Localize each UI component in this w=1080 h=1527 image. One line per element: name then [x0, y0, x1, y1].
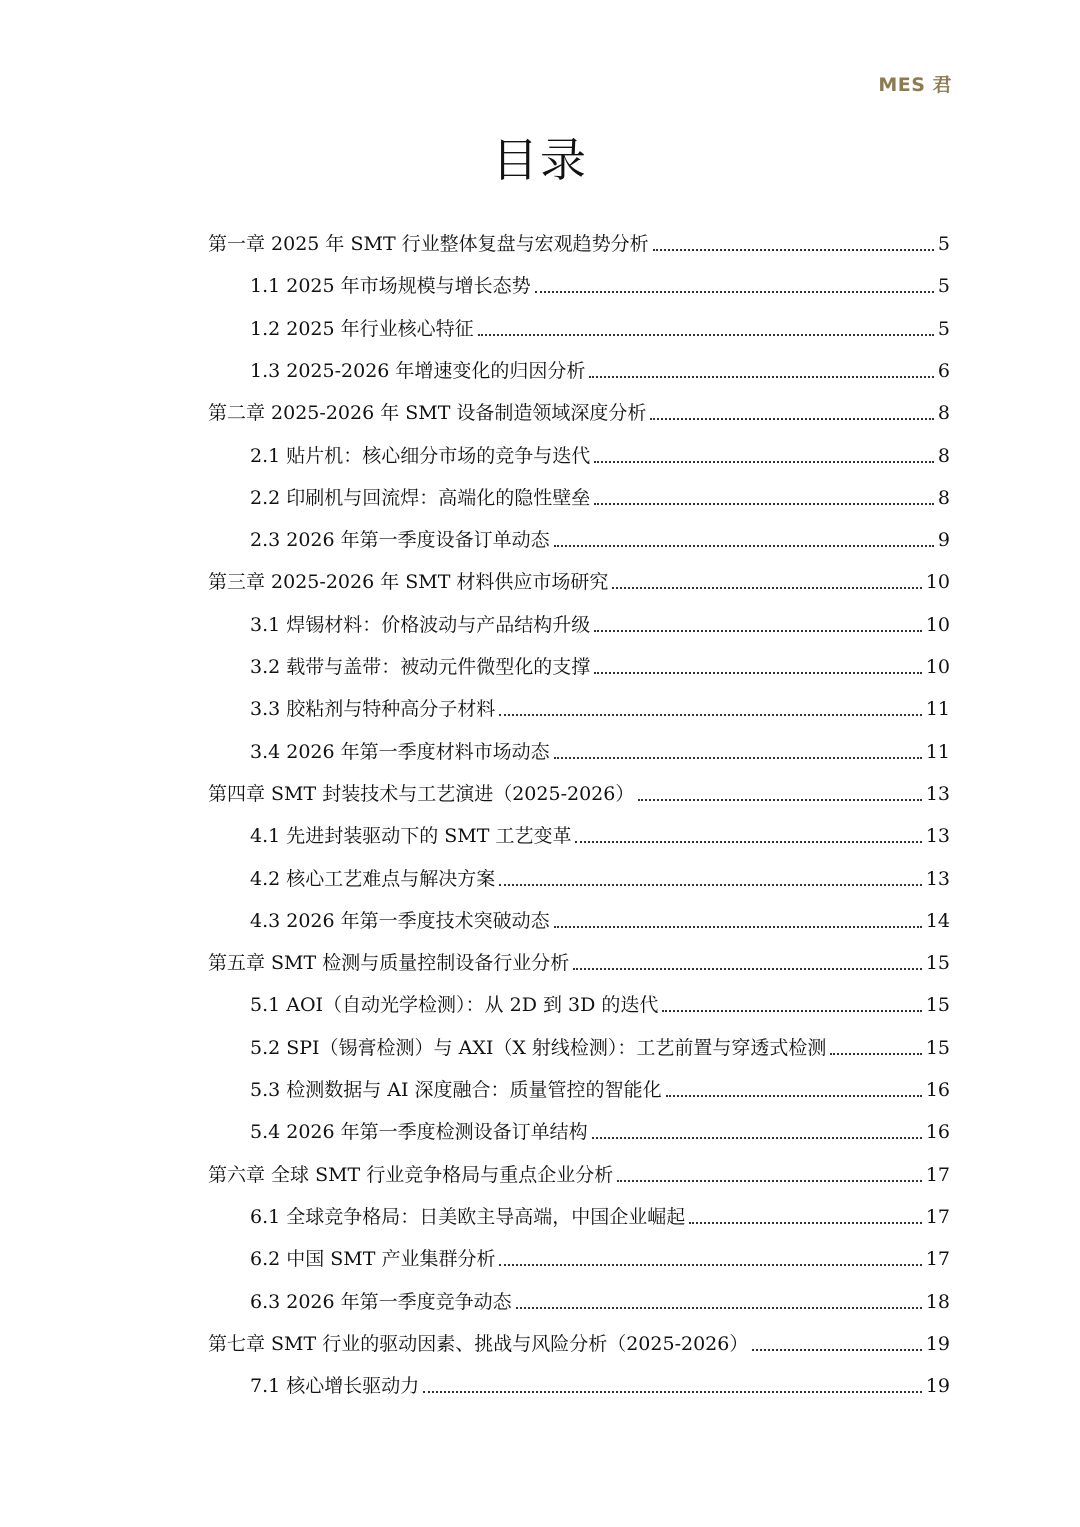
toc-dot-leader	[554, 757, 922, 759]
toc-page-number: 8	[937, 444, 950, 467]
toc-page-number: 8	[937, 402, 950, 425]
toc-page-number: 9	[937, 529, 950, 552]
toc-entry-title: 5.1 AOI（自动光学检测）：从 2D 到 3D 的迭代	[250, 994, 659, 1017]
toc-section-entry[interactable]	[250, 1231, 950, 1271]
toc-entry-title: 7.1 核心增长驱动力	[250, 1375, 420, 1398]
toc-entry-title: 4.1 先进封装驱动下的 SMT 工艺变革	[250, 825, 572, 848]
toc-entry-title: 2.1 贴片机：核心细分市场的竞争与迭代	[250, 444, 591, 467]
toc-page-number: 6	[937, 359, 950, 382]
toc-section-entry[interactable]	[250, 851, 950, 891]
toc-entry-title: 3.1 焊锡材料：价格波动与产品结构升级	[250, 613, 591, 636]
toc-chapter-entry[interactable]	[208, 216, 950, 256]
toc-page-number: 15	[925, 1036, 950, 1059]
toc-entry-title: 6.1 全球竞争格局：日美欧主导高端，中国企业崛起	[250, 1205, 686, 1228]
toc-entry-title: 第一章 2025 年 SMT 行业整体复盘与宏观趋势分析	[208, 233, 649, 255]
toc-dot-leader	[575, 841, 921, 843]
toc-page-number: 19	[925, 1332, 950, 1355]
toc-section-entry[interactable]	[250, 1104, 950, 1144]
toc-chapter-entry[interactable]	[208, 554, 950, 594]
toc-dot-leader	[666, 1095, 922, 1097]
toc-entry-title: 1.1 2025 年市场规模与增长态势	[250, 275, 531, 298]
toc-entry-title: 1.3 2025-2026 年增速变化的归因分析	[250, 359, 586, 382]
toc-dot-leader	[594, 630, 922, 632]
toc-section-entry[interactable]	[250, 681, 950, 721]
toc-dot-leader	[554, 545, 934, 547]
toc-page-number: 14	[925, 909, 950, 932]
toc-section-entry[interactable]	[250, 1358, 950, 1398]
toc-page-number: 13	[925, 782, 950, 805]
toc-section-entry[interactable]	[250, 1020, 950, 1060]
toc-dot-leader	[499, 714, 922, 716]
toc-entry-title: 第三章 2025-2026 年 SMT 材料供应市场研究	[208, 571, 609, 594]
toc-page-number: 10	[925, 571, 950, 594]
toc-entry-title: 第四章 SMT 封装技术与工艺演进（2025-2026）	[208, 782, 635, 805]
toc-dot-leader	[594, 461, 934, 463]
toc-entry-title: 3.2 载带与盖带：被动元件微型化的支撑	[250, 656, 591, 678]
toc-entry-title: 6.2 中国 SMT 产业集群分析	[250, 1248, 496, 1271]
toc-entry-title: 1.2 2025 年行业核心特征	[250, 317, 474, 340]
toc-dot-leader	[650, 418, 933, 420]
toc-entry-title: 2.2 印刷机与回流焊：高端化的隐性壁垒	[250, 486, 591, 509]
toc-section-entry[interactable]	[250, 639, 950, 679]
brand-label: MES 君	[878, 74, 952, 96]
toc-entry-title: 5.3 检测数据与 AI 深度融合：质量管控的智能化	[250, 1079, 662, 1101]
toc-page-number: 11	[925, 740, 950, 763]
toc-entry-title: 第七章 SMT 行业的驱动因素、挑战与风险分析（2025-2026）	[208, 1332, 749, 1355]
toc-dot-leader	[423, 1391, 922, 1393]
toc-page-number: 10	[925, 613, 950, 636]
toc-entry-title: 第六章 全球 SMT 行业竞争格局与重点企业分析	[208, 1163, 614, 1186]
toc-entry-title: 6.3 2026 年第一季度竞争动态	[250, 1290, 512, 1313]
toc-page-number: 16	[925, 1121, 950, 1144]
toc-page-number: 17	[925, 1163, 950, 1186]
toc-page-number: 18	[925, 1290, 950, 1313]
toc-dot-leader	[499, 1264, 921, 1266]
toc-dot-leader	[499, 884, 922, 886]
toc-page-number: 13	[925, 867, 950, 890]
toc-dot-leader	[573, 968, 922, 970]
toc-page-number: 15	[925, 952, 950, 975]
toc-dot-leader	[516, 1307, 922, 1309]
toc-dot-leader	[662, 1010, 921, 1012]
toc-section-entry[interactable]	[250, 1189, 950, 1229]
toc-dot-leader	[617, 1180, 922, 1182]
toc-entry-title: 4.2 核心工艺难点与解决方案	[250, 867, 496, 890]
toc-chapter-entry[interactable]	[208, 1316, 950, 1356]
toc-entry-title: 3.4 2026 年第一季度材料市场动态	[250, 740, 550, 763]
toc-entry-title: 5.2 SPI（锡膏检测）与 AXI（X 射线检测）：工艺前置与穿透式检测	[250, 1036, 827, 1059]
toc-page-number: 11	[925, 698, 950, 721]
toc-dot-leader	[592, 1137, 922, 1139]
toc-page-number: 16	[925, 1079, 950, 1101]
toc-page-number: 5	[937, 233, 950, 255]
toc-section-entry[interactable]	[250, 428, 950, 468]
toc-page-number: 19	[925, 1375, 950, 1398]
toc-section-entry[interactable]	[250, 512, 950, 552]
toc-entry-title: 第二章 2025-2026 年 SMT 设备制造领域深度分析	[208, 402, 647, 425]
toc-chapter-entry[interactable]	[208, 385, 950, 425]
toc-chapter-entry[interactable]	[208, 935, 950, 975]
toc-dot-leader	[638, 799, 921, 801]
toc-section-entry[interactable]	[250, 1062, 950, 1102]
toc-section-entry[interactable]	[250, 343, 950, 383]
toc-dot-leader	[653, 249, 934, 251]
toc-chapter-entry[interactable]	[208, 1147, 950, 1187]
toc-dot-leader	[752, 1349, 921, 1351]
toc-entry-title: 2.3 2026 年第一季度设备订单动态	[250, 529, 550, 552]
toc-section-entry[interactable]	[250, 724, 950, 764]
toc-dot-leader	[478, 334, 934, 336]
toc-section-entry[interactable]	[250, 301, 950, 341]
toc-dot-leader	[594, 672, 922, 674]
toc-entry-title: 5.4 2026 年第一季度检测设备订单结构	[250, 1121, 588, 1144]
toc-section-entry[interactable]	[250, 258, 950, 298]
toc-entry-title: 3.3 胶粘剂与特种高分子材料	[250, 698, 496, 721]
toc-dot-leader	[830, 1053, 921, 1055]
toc-dot-leader	[689, 1222, 922, 1224]
toc-dot-leader	[535, 291, 934, 293]
toc-dot-leader	[612, 587, 921, 589]
toc-page-number: 5	[937, 275, 950, 298]
toc-page-number: 5	[937, 317, 950, 340]
toc-section-entry[interactable]	[250, 597, 950, 637]
toc-entry-title: 第五章 SMT 检测与质量控制设备行业分析	[208, 952, 570, 975]
toc-section-entry[interactable]	[250, 1274, 950, 1314]
toc-page-number: 15	[925, 994, 950, 1017]
toc-dot-leader	[554, 926, 922, 928]
toc-entry-title: 4.3 2026 年第一季度技术突破动态	[250, 909, 550, 932]
toc-page-number: 8	[937, 486, 950, 509]
toc-page-number: 17	[925, 1205, 950, 1228]
toc-section-entry[interactable]	[250, 893, 950, 933]
toc-section-entry[interactable]	[250, 808, 950, 848]
toc-page-number: 13	[925, 825, 950, 848]
toc-page-number: 17	[925, 1248, 950, 1271]
toc-dot-leader	[589, 376, 933, 378]
toc-section-entry[interactable]	[250, 977, 950, 1017]
toc-chapter-entry[interactable]	[208, 766, 950, 806]
toc-page-number: 10	[925, 656, 950, 678]
toc-section-entry[interactable]	[250, 470, 950, 510]
page-title: 目录	[492, 133, 588, 187]
toc-dot-leader	[594, 503, 934, 505]
